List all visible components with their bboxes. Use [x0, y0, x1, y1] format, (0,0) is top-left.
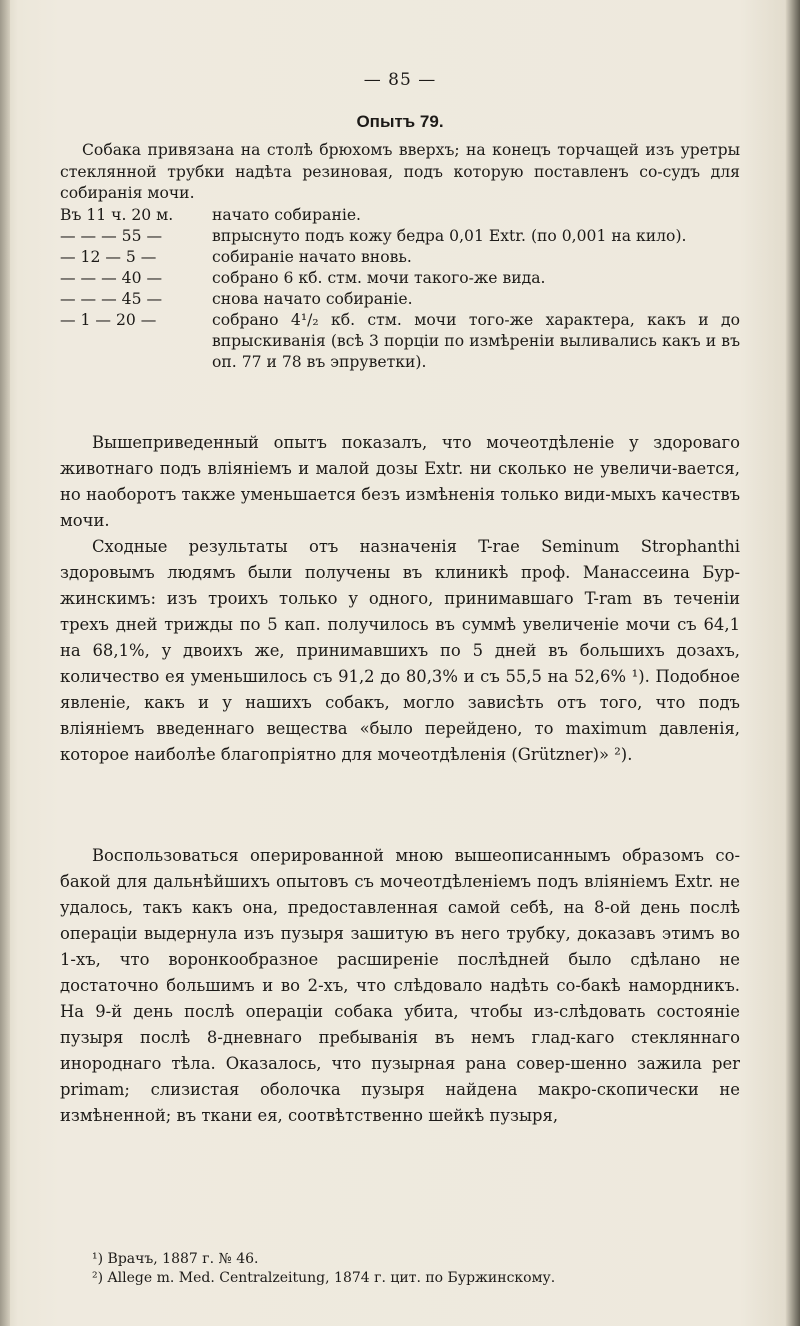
log-time: — 1 — 20 — — [60, 310, 157, 329]
paragraph-conclusion: Вышеприведенный опытъ показалъ, что мочеотдѣленіе у здороваго животнаго подъ вліяніемъ и малой дозы Extr. ни сколько не увеличи-вается, но наоборотъ также уменьшается безъ измѣненія только види-мыхъ качествъ мочи. — [60, 433, 740, 530]
paragraph-followup: Воспользоваться оперированной мною вышеописаннымъ образомъ со-бакой для дальнѣйшихъ опытовъ съ мочеотдѣленіемъ подъ вліяніемъ Extr. не удалось, такъ какъ она, предоставленная самой себѣ, на 8-ой день послѣ операціи выдернула изъ пузыря зашитую въ него трубку, доказавъ этимъ во 1-хъ, что воронкообразное расширеніе послѣдней было сдѣлано не достаточно большимъ и во 2-хъ, что слѣдовало надѣть со-бакѣ намордникъ. На 9-й день послѣ операціи собака убита, чтобы из-слѣдовать состояніе пузыря послѣ 8-дневнаго пребыванія въ немъ глад-каго стекляннаго инороднаго тѣла. Оказалось, что пузырная рана совер-шенно зажила per primam; слизистая оболочка пузыря найдена макро-скопически не измѣненной; въ ткани ея, соотвѣтственно шейкѣ пузыря, — [60, 846, 740, 1125]
experiment-protocol — [60, 140, 740, 373]
log-text: снова начато собираніе. — [212, 289, 413, 308]
log-text: собрано 4¹/₂ кб. стм. мочи того-же характера, какъ и до впрыскиванія (всѣ 3 порціи по измѣреніи выливались какъ и въ оп. 77 и 78 въ эпруветки). — [212, 310, 740, 371]
log-entry — [60, 247, 740, 268]
footnote-2: ²) Allege m. Med. Centralzeitung, 1874 г. цит. по Буржинскому. — [92, 1270, 556, 1286]
intro-paragraph: Собака привязана на столѣ брюхомъ вверхъ; на конецъ торчащей изъ уретры стеклянной трубки надѣта резиновая, подъ которую поставленъ со-судъ для собиранія мочи. — [60, 141, 740, 202]
experiment-title: Опытъ 79. — [356, 112, 444, 131]
log-time: — — — 55 — — [60, 226, 163, 245]
log-time: — 12 — 5 — — [60, 247, 157, 266]
footnotes — [92, 1250, 752, 1288]
followup-section — [60, 843, 740, 1129]
log-time: — — — 45 — — [60, 289, 163, 308]
page-right-edge — [786, 0, 800, 1326]
footnote-1: ¹) Врачъ, 1887 г. № 46. — [92, 1251, 259, 1267]
log-entry — [60, 310, 740, 373]
log-time: Въ 11 ч. 20 м. — [60, 205, 174, 224]
log-entry — [60, 268, 740, 289]
log-text: начато собираніе. — [212, 205, 362, 224]
page-number: — 85 — — [363, 70, 437, 90]
time-log — [60, 205, 740, 373]
paragraph-similar-results: Сходные результаты отъ назначенія T-rae Seminum Strophanthi здоровымъ людямъ были получены въ клиникѣ проф. Манассеина Бур-жинскимъ: изъ троихъ только у одного, принимавшаго T-ram въ теченіи трехъ дней трижды по 5 кап. получилось въ суммѣ увеличеніе мочи съ 64,1 на 68,1%, у двоихъ же, принимавшихъ по 5 дней въ большихъ дозахъ, количество ея уменьшилось съ 91,2 до 80,3% и съ 55,5 на 52,6% ¹). Подобное явленіе, какъ и у нашихъ собакъ, могло зависѣть отъ того, что подъ вліяніемъ введеннаго вещества «было перейдено, то maximum давленія, которое наиболѣе благопріятно для мочеотдѣленія (Grützner)» ²). — [60, 537, 740, 764]
discussion-section — [60, 430, 740, 768]
page-left-edge — [0, 0, 10, 1326]
log-entry — [60, 205, 740, 226]
log-text: впрыснуто подъ кожу бедра 0,01 Extr. (по 0,001 на кило). — [212, 226, 687, 245]
log-entry — [60, 289, 740, 310]
log-text: собираніе начато вновь. — [212, 247, 412, 266]
log-entry — [60, 226, 740, 247]
log-text: собрано 6 кб. стм. мочи такого-же вида. — [212, 268, 546, 287]
log-time: — — — 40 — — [60, 268, 163, 287]
